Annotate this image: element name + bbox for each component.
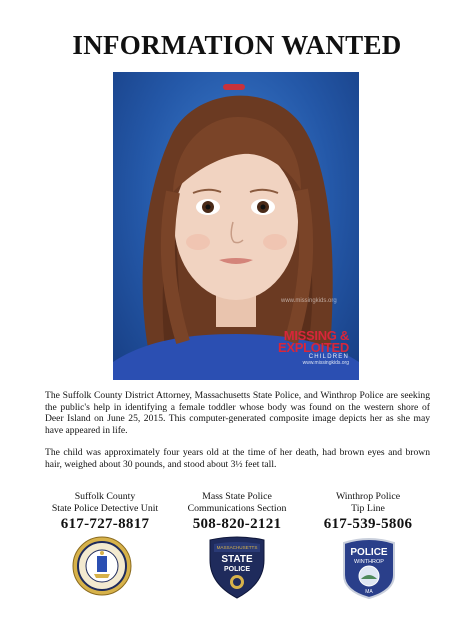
- shield-icon: [207, 536, 267, 600]
- suffolk-da-seal: [72, 536, 132, 601]
- patch-bot-text: MA: [365, 589, 373, 595]
- contact-phone: 617-539-5806: [323, 516, 413, 532]
- contact-phone: 508-820-2121: [192, 516, 282, 532]
- contact-suffolk: [30, 491, 180, 533]
- ncmec-logo-line2: EXPLOITED: [278, 340, 349, 355]
- contact-unit: State Police Detective Unit: [51, 502, 159, 514]
- contact-agency: Winthrop Police: [335, 491, 401, 502]
- patch-mid-text: WINTHROP: [354, 559, 384, 565]
- composite-photo: [113, 72, 359, 380]
- contact-agency: Suffolk County: [74, 491, 136, 502]
- contact-phone: 617-727-8817: [60, 516, 150, 532]
- contact-unit: Tip Line: [351, 502, 385, 514]
- contact-winthrop: [293, 491, 443, 533]
- mass-state-police-badge: [207, 536, 267, 605]
- photo-watermark: www.missingkids.org: [281, 298, 337, 304]
- winthrop-police-badge: [340, 535, 398, 604]
- ncmec-logo-line3: CHILDREN: [308, 354, 349, 360]
- contact-agency: Mass State Police: [202, 491, 272, 502]
- badge-mid-text: STATE: [221, 554, 253, 565]
- physical-description-paragraph: The child was approximately four years old at the time of her death, had brown eyes and brown hair, weighed about 30 pounds, and stood about 3½ feet tall.: [45, 447, 430, 470]
- contact-unit: Communications Section: [187, 502, 287, 514]
- seal-icon: [72, 536, 132, 596]
- description-paragraph: The Suffolk County District Attorney, Massachusetts State Police, and Winthrop Police are seeking the public's help in identifying a female toddler whose body was found on the western shore of Deer Island on June 25, 2015. This computer-generated composite image depicts her as she may have appeared in life.: [45, 390, 430, 436]
- badge-top-text: MASSACHUSETTS: [216, 545, 258, 550]
- contact-state-police: [162, 491, 312, 533]
- badge-bot-text: POLICE: [223, 566, 251, 573]
- police-patch-icon: [340, 535, 398, 599]
- ncmec-logo-url: www.missingkids.org: [302, 360, 349, 366]
- page-title: INFORMATION WANTED: [72, 30, 402, 60]
- ncmec-logo-line1: MISSING &: [283, 328, 349, 343]
- patch-top-text: POLICE: [350, 547, 388, 558]
- ncmec-logo: [259, 330, 349, 366]
